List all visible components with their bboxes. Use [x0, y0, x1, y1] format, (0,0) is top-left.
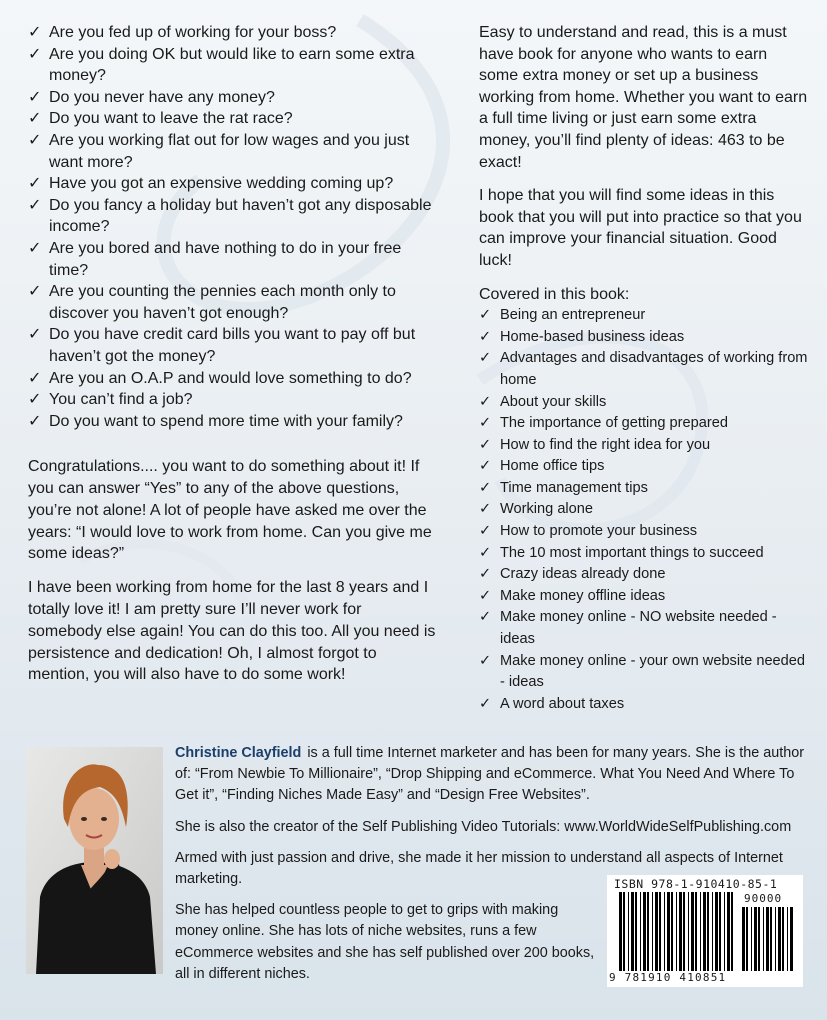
checkmark-icon: ✓: [479, 350, 492, 367]
checkmark-icon: ✓: [479, 393, 492, 410]
covered-item: [479, 651, 809, 694]
checkmark-icon: ✓: [479, 587, 492, 604]
question-item-text: Are you doing OK but would like to earn some extra money?: [49, 45, 415, 85]
question-item: [28, 368, 438, 390]
covered-item-text: The importance of getting prepared: [500, 415, 728, 432]
question-item: [28, 87, 438, 109]
checkmark-icon: ✓: [479, 458, 492, 475]
checkmark-icon: ✓: [28, 412, 42, 430]
checkmark-icon: ✓: [28, 369, 42, 387]
checkmark-icon: ✓: [479, 523, 492, 540]
covered-title: Covered in this book:: [479, 285, 630, 303]
checkmark-icon: ✓: [479, 652, 492, 669]
covered-item: [479, 564, 809, 586]
checkmark-icon: ✓: [479, 479, 492, 496]
covered-item-text: Time management tips: [500, 479, 648, 496]
ean-number: 9 781910 410851: [609, 971, 727, 984]
covered-item-text: How to find the right idea for you: [500, 436, 711, 453]
question-item: [28, 173, 438, 195]
covered-item: [479, 348, 809, 391]
checkmark-icon: ✓: [28, 283, 42, 301]
covered-item: [479, 694, 809, 716]
checkmark-icon: ✓: [28, 24, 42, 41]
author-bio-paragraph-1: [175, 743, 805, 807]
question-item-text: Are you an O.A.P and would love something to do?: [49, 369, 412, 387]
question-item-text: Are you fed up of working for your boss?: [49, 24, 337, 41]
isbn-number: ISBN 978-1-910410-85-1: [614, 877, 778, 891]
question-item-text: Do you want to leave the rat race?: [49, 110, 293, 128]
question-item-text: Are you bored and have nothing to do in your free time?: [49, 239, 402, 279]
covered-item-text: A word about taxes: [500, 695, 625, 712]
covered-item-text: Advantages and disadvantages of working from home: [500, 350, 808, 388]
covered-item: [479, 305, 809, 327]
checkmark-icon: ✓: [479, 544, 492, 561]
question-item-text: Do you never have any money?: [49, 88, 275, 106]
good-luck-paragraph: I hope that you will find some ideas in this book that you will put into practice so that you can improve your financial situation. Good luck!: [479, 187, 802, 269]
question-item-text: Do you have credit card bills you want to pay off but haven’t got the money?: [49, 326, 416, 365]
question-item-text: Do you fancy a holiday but haven’t got any disposable income?: [49, 196, 432, 236]
author-bio-paragraph-2: She is also the creator of the Self Publishing Video Tutorials: www.WorldWideSelfPublishing.com: [175, 818, 792, 835]
covered-item-text: About your skills: [500, 393, 607, 410]
checkmark-icon: ✓: [479, 436, 492, 453]
checkmark-icon: ✓: [28, 45, 42, 63]
question-item: [28, 130, 438, 173]
left-column: [28, 22, 438, 686]
checkmark-icon: ✓: [479, 609, 492, 626]
checkmark-icon: ✓: [479, 328, 492, 345]
covered-item-text: Home-based business ideas: [500, 328, 685, 345]
covered-item: [479, 392, 809, 414]
covered-item-text: Make money online - NO website needed - ideas: [500, 609, 777, 648]
checkmark-icon: ✓: [28, 175, 42, 193]
covered-item-text: Being an entrepreneur: [500, 307, 646, 324]
covered-item-text: Working alone: [500, 501, 594, 518]
checkmark-icon: ✓: [28, 326, 42, 344]
checkmark-icon: ✓: [28, 196, 42, 214]
question-item-text: Are you working flat out for low wages and you just want more?: [49, 131, 410, 171]
author-bio-paragraph-3: Armed with just passion and drive, she made it her mission to understand all aspects of Internet marketing.: [175, 849, 783, 888]
book-description-paragraph: Easy to understand and read, this is a must have book for anyone who wants to earn some extra money or set up a business working from home. Whether you want to earn a full time living or just earn some extra money, you’ll find plenty of ideas: 463 to be exact!: [479, 24, 808, 171]
covered-item: [479, 413, 809, 435]
covered-item: [479, 586, 809, 608]
covered-item: [479, 327, 809, 349]
checkmark-icon: ✓: [479, 566, 492, 583]
covered-item: [479, 543, 809, 565]
covered-item-text: Make money online - your own website needed - ideas: [500, 652, 806, 691]
covered-item: [479, 499, 809, 521]
checkmark-icon: ✓: [28, 131, 42, 149]
question-item: [28, 238, 438, 281]
covered-item: [479, 478, 809, 500]
question-item: [28, 22, 438, 44]
covered-item-text: Crazy ideas already done: [500, 566, 666, 583]
covered-item-text: Make money offline ideas: [500, 587, 666, 604]
covered-item: [479, 607, 809, 650]
question-item: [28, 324, 438, 367]
question-item: [28, 108, 438, 130]
checkmark-icon: ✓: [28, 88, 42, 106]
question-item: [28, 411, 438, 433]
checkmark-icon: ✓: [479, 415, 492, 432]
intro-paragraph: Congratulations.... you want to do something about it! If you can answer “Yes” to any of the above questions, you’re not alone! A lot of people have asked me over the years: “I would love to work from home. Can you give me some ideas?”: [28, 458, 432, 563]
question-item: [28, 44, 438, 87]
covered-item: [479, 521, 809, 543]
checkmark-icon: ✓: [28, 239, 42, 257]
covered-item: [479, 456, 809, 478]
covered-item-text: How to promote your business: [500, 523, 698, 540]
question-item-text: Do you want to spend more time with your family?: [49, 412, 403, 430]
experience-paragraph: I have been working from home for the last 8 years and I totally love it! I am pretty sure I’ll never work for somebody else again! You can do this too. All you need is persistence and dedication! Oh, I almost forgot to mention, you will also have to do some work!: [28, 579, 436, 684]
covered-item-text: The 10 most important things to succeed: [500, 544, 764, 561]
question-item: [28, 389, 438, 411]
author-photo: [26, 747, 163, 974]
author-bio-text-1: is a full time Internet marketer and has been for many years. She is the author of: “From Newbie To Millionaire”, “Drop Shipping and eCommerce. What You Need And Where To Get it”, “Finding Niches Made Easy” and “Design Free Websites”.: [175, 745, 805, 804]
covered-item: [479, 435, 809, 457]
checkmark-icon: ✓: [479, 695, 492, 712]
question-list: [28, 22, 438, 432]
author-bio-paragraph-4: She has helped countless people to get to grips with making money online. She has lots of niche websites, runs a few eCommerce websites and she has self published over 200 books, all in different niches.: [175, 902, 595, 982]
question-item-text: Have you got an expensive wedding coming up?: [49, 175, 394, 193]
question-item: [28, 195, 438, 238]
checkmark-icon: ✓: [479, 307, 492, 324]
question-item-text: Are you counting the pennies each month only to discover you haven’t got enough?: [49, 283, 396, 322]
checkmark-icon: ✓: [28, 110, 42, 128]
checkmark-icon: ✓: [28, 391, 42, 409]
question-item-text: You can’t find a job?: [49, 391, 193, 409]
covered-item-text: Home office tips: [500, 458, 605, 475]
covered-topics-list: [479, 305, 809, 715]
question-item: [28, 281, 438, 324]
author-name: Christine Clayfield: [175, 745, 302, 761]
right-column: [479, 22, 809, 715]
checkmark-icon: ✓: [479, 501, 492, 518]
isbn-barcode: [607, 875, 803, 987]
barcode-addon-number: 90000: [744, 892, 783, 905]
